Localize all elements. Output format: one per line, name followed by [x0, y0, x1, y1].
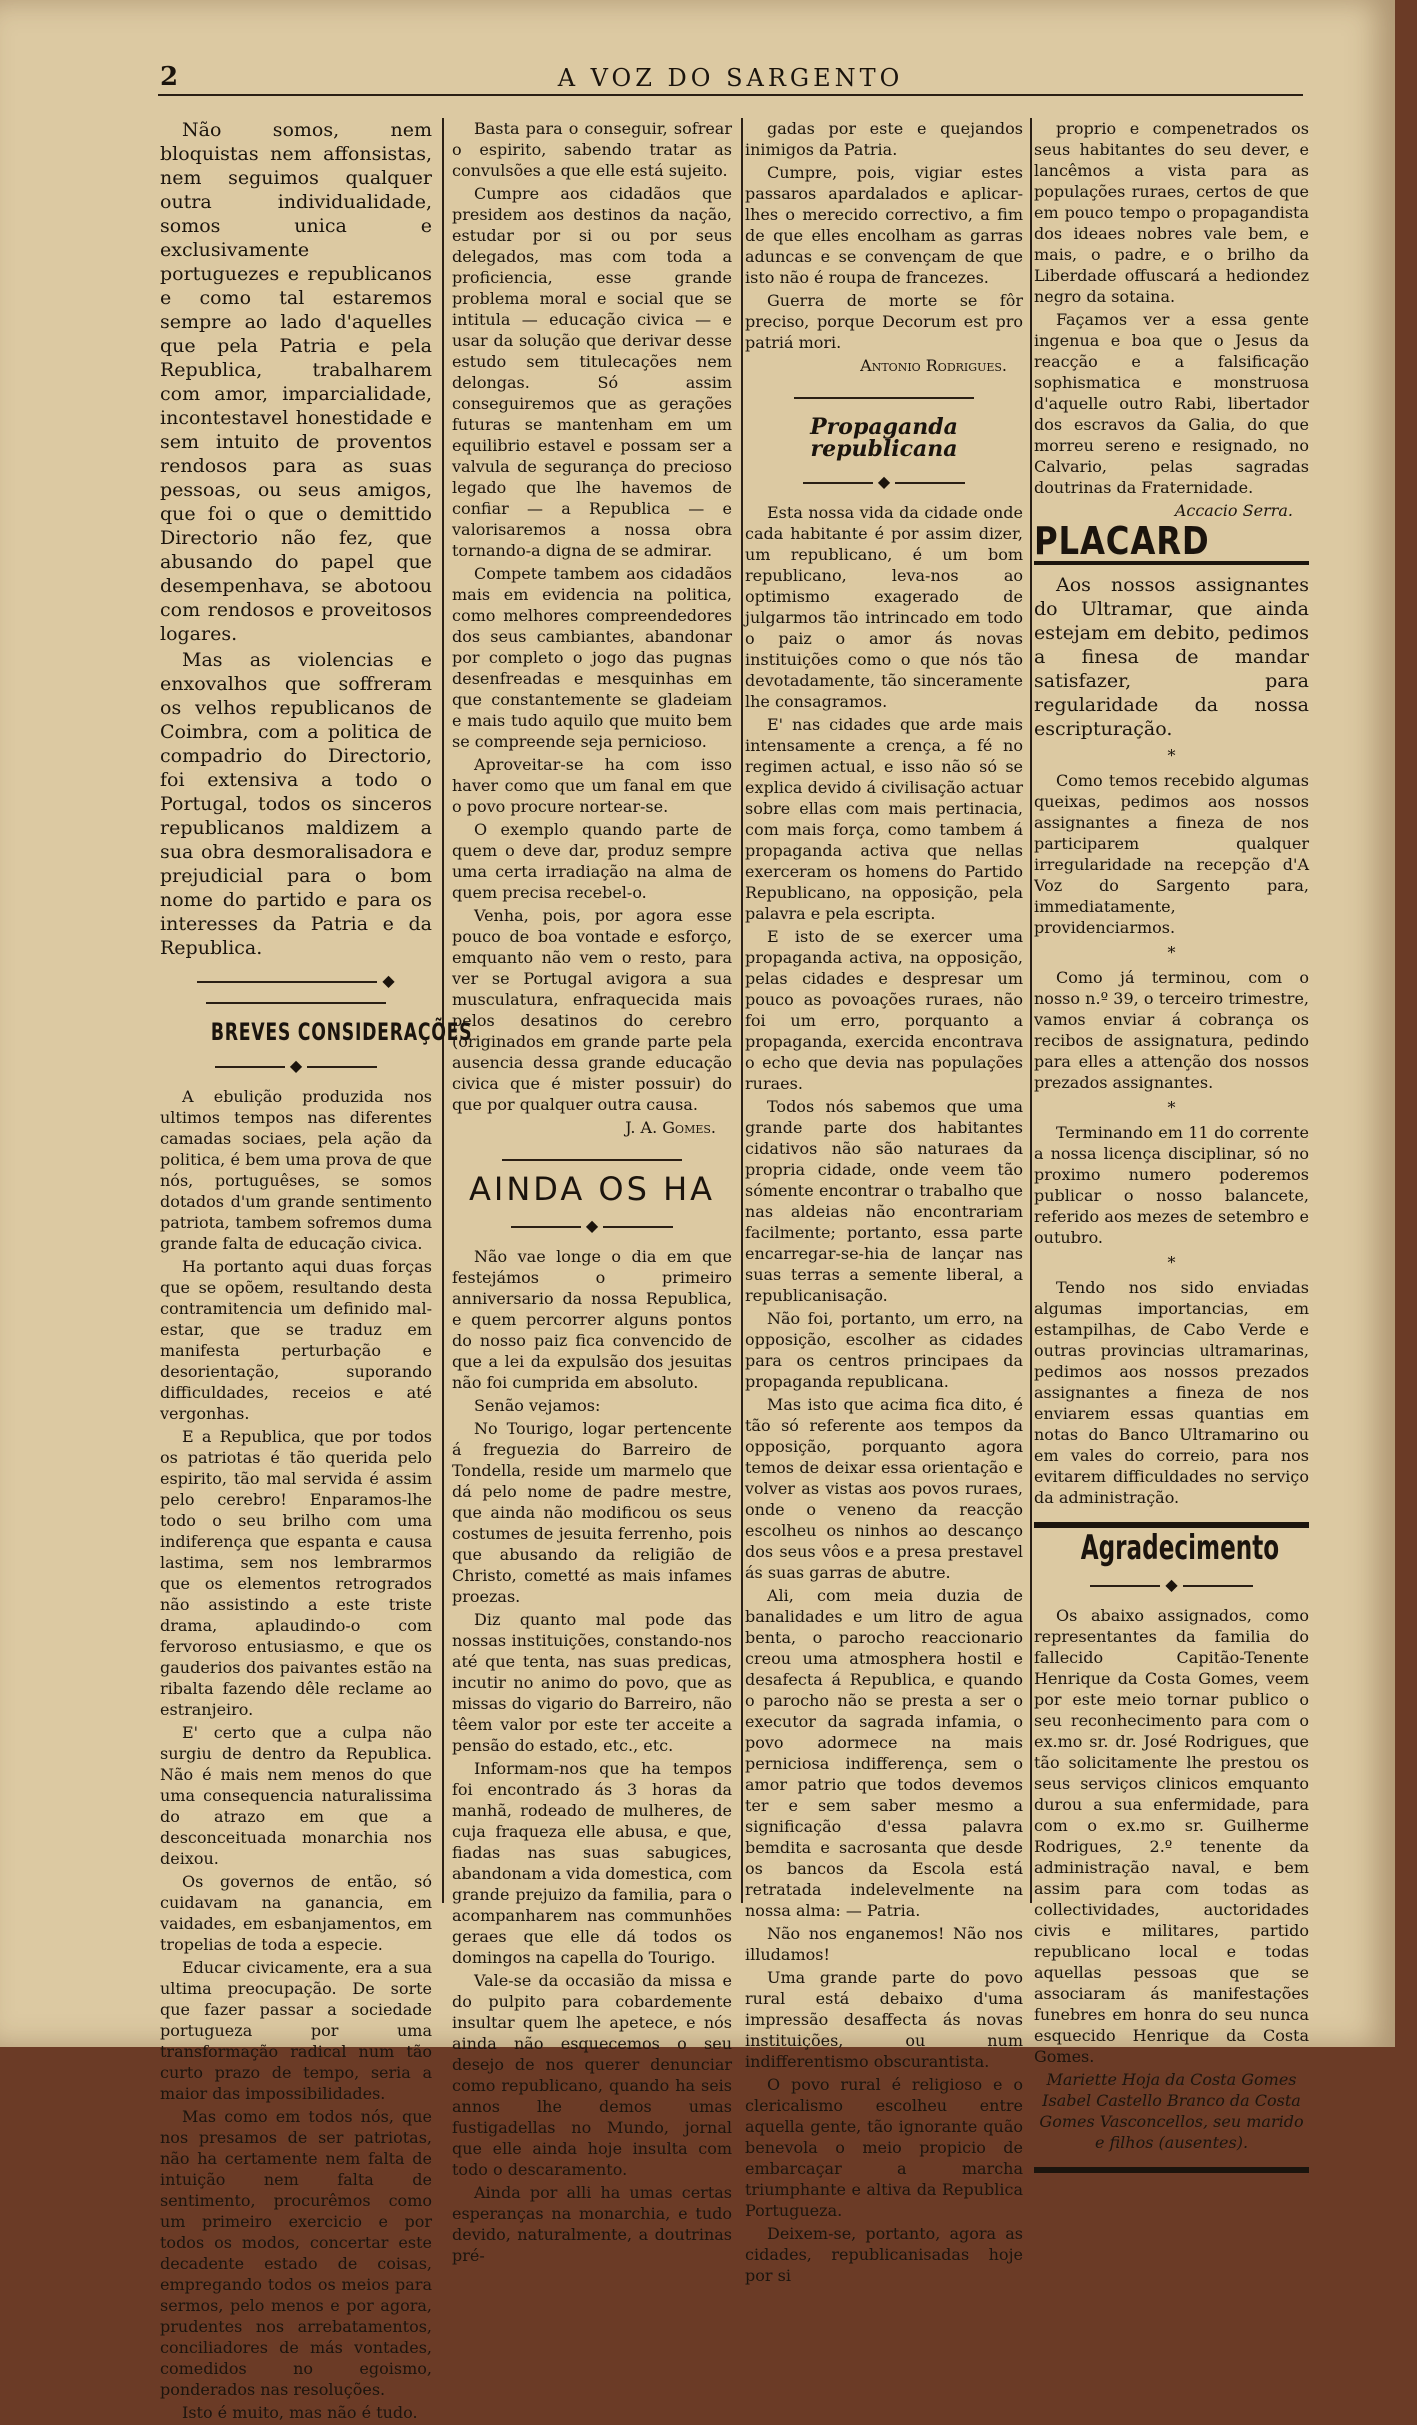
paragraph: Mas isto que acima fica dito, é tão só referente aos tempos da opposição, porquanto agora temos de deixar essa orientação e volver as vistas aos povos ruraes, onde o veneno da reacção escolheu os ninhos ao descanço dos seus vôos e a presa prestavel ás suas garras de abutre.	[745, 1395, 1023, 1582]
article-heading: Agradecimento	[1080, 1528, 1280, 1568]
paragraph: Vale-se da occasião da missa e do pulpito para cobardemente insultar quem lhe apetece, e nós ainda não esquecemos o seu desejo de nos querer denunciar como republicano, quando ha seis annos lhe demos umas fustigadellas no Mundo, jornal que elle ainda hoje insulta com todo o descaramento.	[452, 1971, 732, 2179]
paragraph: Deixem-se, portanto, agora as cidades, republicanisadas hoje por si	[745, 2224, 1023, 2285]
article-heading: BREVES CONSIDERAÇÕES	[210, 1018, 473, 1046]
paragraph: Cumpre aos cidadãos que presidem aos destinos da nação, estudar por si ou por seus delegados, mas com toda a proficiencia, esse grande problema moral e social que se intitula — educação civica — e usar da solução que derivar desse estudo sem titulecações nem delongas. Só assim conseguiremos que as gerações futuras se mantenham em um equilibrio estavel e possam ser a valvula de segurança do precioso legado que lhe havemos de confiar — a Republica — e valorisaremos a nossa obra tornando-a digna de se admirar.	[452, 184, 732, 560]
paragraph: Todos nós sabemos que uma grande parte dos habitantes cidativos não são naturaes da propria cidade, onde veem tão sómente encontrar o trabalho que nas aldeias não encontrariam facilmente; portanto, essa parte encarregar-se-hia de lançar nas suas terras a semente liberal, a republicanisação.	[745, 1097, 1023, 1305]
article-heading: Propaganda republicana	[810, 414, 958, 462]
paragraph: Informam-nos que ha tempos foi encontrado ás 3 horas da manhã, rodeado de mulheres, de cuja fraqueza elle abusa, e que, fiadas nas suas sabugices, abandonam a vida domestica, com grande prejuizo da familia, para o acompanharem nas communhões geraes que elle dá todos os domingos na capella do Tourigo.	[452, 1759, 732, 1967]
ornament-rule	[745, 386, 1023, 407]
paragraph: Mas como em todos nós, que nos presamos de ser patriotas, não ha certamente nem falta de intuição nem falta de sentimento, procurêmos como um primeiro exercicio e por todos os modos, concertar este decadente estado de coisas, empregando todos os meios para sermos, pelo menos e por agora, prudentes nos arrebatamentos, conciliadores de más vontades, comedidos no egoismo, ponderados nas resoluções.	[160, 2107, 432, 2399]
paragraph: E' certo que a culpa não surgiu de dentro da Republica. Não é mais nem menos do que uma consequencia naturalissima do atrazo em que a desconceituada monarchia nos deixou.	[160, 1723, 432, 1868]
paragraph: Mas as violencias e enxovalhos que soffreram os velhos republicanos de Coimbra, com a politica de compadrio do Directorio, foi extensiva a todo o Portugal, todos os sinceros republicanos maldizem a sua obra desmoralisadora e prejudicial para o bom nome do partido e para os interesses da Patria e da Republica.	[160, 649, 432, 959]
paragraph: Ainda por alli ha umas certas esperanças na monarchia, e tudo devido, naturalmente, a doutrinas pré-	[452, 2183, 732, 2265]
paragraph: Façamos ver a essa gente ingenua e boa que o Jesus da reacção e a falsificação sophismatica e monstruosa d'aquelle outro Rabi, libertador dos escravos da Galia, do que morreu sereno e resignado, no Calvario, pelas sagradas doutrinas da Fraternidade.	[1034, 310, 1309, 497]
heavy-rule	[1034, 2167, 1309, 2173]
column-divider	[741, 118, 743, 1903]
paragraph: Aos nossos assignantes do Ultramar, que ainda estejam em debito, pedimos a finesa de mandar satisfazer, para regularidade da nossa escripturação.	[1034, 574, 1309, 740]
ornament-rule: ◆	[1034, 1574, 1309, 1595]
paragraph: Basta para o conseguir, sofrear o espirito, sabendo tratar as convulsões a que elle está sujeito.	[452, 119, 732, 180]
paragraph: Como já terminou, com o nosso n.º 39, o terceiro trimestre, vamos enviar á cobrança os recibos de assignatura, pedindo para elles a attenção dos nossos prezados assignantes.	[1034, 968, 1309, 1092]
paragraph: Tendo nos sido enviadas algumas importancias, em estampilhas, de Cabo Verde e outras provincias ultramarinas, pedimos aos nossos prezados assignantes a fineza de nos enviarem essas quantias em notas do Banco Ultramarino ou em vales do correio, para nos evitarem difficuldades no serviço da administração.	[1034, 1278, 1309, 1507]
paragraph: Os governos de então, só cuidavam na ganancia, em vaidades, em esbanjamentos, em tropelias de toda a especie.	[160, 1872, 432, 1954]
paragraph: gadas por este e quejandos inimigos da Patria.	[745, 119, 1023, 159]
paragraph: No Tourigo, logar pertencente á freguezia do Barreiro de Tondella, reside um marmelo que dá pelo nome de padre mestre, que ainda não modificou os seus costumes de jesuita ferrenho, pois que abusando da religião de Christo, cometté as mais infames proezas.	[452, 1419, 732, 1606]
paragraph: Cumpre, pois, vigiar estes passaros apardalados e aplicar-lhes o merecido correctivo, a fim de que elles encolham as garras aduncas e se convençam de que isto não é roupa de francezes.	[745, 163, 1023, 287]
paragraph: Esta nossa vida da cidade onde cada habitante é por assim dizer, um republicano, é um bom republicano, leva-nos ao optimismo exagerado de julgarmos tão intrincado em todo o paiz o amor ás novas instituições como o que nós tão devotadamente, tão sinceramente lhe consagramos.	[745, 503, 1023, 711]
paragraph: Diz quanto mal pode das nossas instituições, constando-nos até que tenta, nas suas predicas, incutir no animo do povo, que as missas do vigario do Barreiro, não têem valor por este ter acceite a pensão do estado, etc., etc.	[452, 1610, 732, 1755]
paragraph: Isto é muito, mas não é tudo.	[182, 2403, 418, 2422]
paragraph: A ebulição produzida nos ultimos tempos nas diferentes camadas sociaes, pela ação da politica, é bem uma prova de que nós, portuguêses, se somos dotados d'um grande sentimento patriota, tambem sofremos duma grande falta de educação civica.	[160, 1087, 432, 1253]
newspaper-title: A VOZ DO SARGENTO	[557, 64, 904, 92]
author-signature: Accacio Serra.	[1174, 501, 1293, 520]
paragraph: Não vae longe o dia em que festejámos o primeiro anniversario da nossa Republica, e quem percorrer alguns pontos do nosso paiz fica convencido de que a lei da expulsão dos jesuitas não foi cumprida em absoluto.	[452, 1247, 732, 1392]
author-signature: Antonio Rodrigues.	[860, 356, 1007, 375]
separator-star: *	[1167, 1098, 1176, 1117]
page-header	[158, 60, 1303, 96]
paragraph: Terminando em 11 do corrente a nossa licença disciplinar, só no proximo numero poderemos publicar o nosso balancete, referido aos mezes de setembro e outubro.	[1034, 1123, 1309, 1247]
separator-star: *	[1167, 746, 1176, 765]
paragraph: O exemplo quando parte de quem o deve dar, produz sempre uma certa irradiação na alma de quem precisa recebel-o.	[452, 820, 732, 902]
column-1	[160, 118, 473, 2425]
column-2	[452, 118, 732, 2268]
page-number: 2	[160, 62, 179, 92]
column-divider	[1030, 118, 1032, 1903]
ornament-rule: ◆	[160, 1055, 432, 1076]
paragraph: Os abaixo assignados, como representantes da familia do fallecido Capitão-Tenente Henrique da Costa Gomes, veem por este meio tornar publico o seu reconhecimento para com o ex.mo sr. dr. José Rodrigues, que tão solicitamente lhe prestou os seus serviços clinicos emquanto durou a sua enfermidade, para com o ex.mo sr. Guilherme Rodrigues, 2.º tenente da administração naval, e bem assim para com todas as collectividades, auctoridades civis e militares, partido republicano local e todas aquellas pessoas que se associaram ás manifestações funebres em honra do seu nunca esquecido Henrique da Costa Gomes.	[1034, 1606, 1309, 2066]
paragraph: E a Republica, que por todos os patriotas é tão querida pelo espirito, tão mal servida é assim pelo cerebro! Enparamos-lhe todo o seu brilho com uma indiferença que espanta e causa lastima, sem nos lembrarmos que os elementos retrogrados não assistindo a este triste drama, aplaudindo-o com fervoroso entusiasmo, e que os gauderios dos paivantes estão na ribalta fazendo dêle reclame ao estranjeiro.	[160, 1427, 432, 1719]
paragraph: Como temos recebido algumas queixas, pedimos aos nossos assignantes a fineza de nos participarem qualquer irregularidade na recepção d'A Voz do Sargento para, immediatamente, providenciarmos.	[1034, 771, 1309, 937]
paragraph: Uma grande parte do povo rural está debaixo d'uma impressão desaffecta ás novas instituições, ou num indifferentismo obscurantista.	[745, 1968, 1023, 2071]
column-3	[745, 118, 1023, 2288]
paragraph: Senão vejamos:	[474, 1396, 601, 1415]
paragraph: Aproveitar-se ha com isso haver como que um fanal em que o povo procure nortear-se.	[452, 755, 732, 816]
paragraph: Ha portanto aqui duas forças que se opõem, resultando desta contramitencia um definido mal-estar, que se traduz em manifesta perturbação e desorientação, suporando difficuldades, receios e até vergonhas.	[160, 1257, 432, 1423]
column-4	[1034, 118, 1309, 2183]
paragraph: E isto de se exercer uma propaganda activa, na opposição, pelas cidades e despresar um pouco as povoações ruraes, não foi um erro, porquanto a propaganda, exercida encontrava o echo que devia nas populações ruraes.	[745, 927, 1023, 1093]
paragraph: Ali, com meia duzia de banalidades e um litro de agua benta, o parocho reaccionario creou uma atmosphera hostil e desafecta á Republica, e quando o parocho não se presta a ser o executor da sagrada infamia, o povo adormece na mais perniciosa indifferença, sem o amor patrio que todos devemos ter e sem saber mesmo a significação d'essa palavra bemdita e sacrosanta que desde os bancos da Escola está retratada indelevelmente na nossa alma: — Patria.	[745, 1586, 1023, 1920]
paragraph: Não foi, portanto, um erro, na opposição, escolher as cidades para os centros principaes da propaganda republicana.	[745, 1309, 1023, 1391]
ornament-rule: ◆	[452, 1215, 732, 1236]
ornament-rule	[452, 1148, 732, 1169]
paragraph: proprio e compenetrados os seus habitantes do seu dever, e lancêmos a vista para as populações ruraes, certos de que em pouco tempo o propagandista dos ideaes nobres vale bem, e mais, o padre, e o brilho da Liberdade offuscará a hediondez negro da sotaina.	[1034, 119, 1309, 306]
author-signature: J. A. Gomes.	[625, 1118, 716, 1137]
ornament-rule: ◆	[745, 471, 1023, 492]
paragraph: Guerra de morte se fôr preciso, porque Decorum est pro patriá mori.	[745, 291, 1023, 352]
separator-star: *	[1167, 1253, 1176, 1272]
paragraph: Venha, pois, por agora esse pouco de boa vontade e esforço, emquanto não vem o resto, para ver se Portugal avigora a sua musculatura, enfraquecida mais pelos desatinos do cerebro (originados em grande parte pela ausencia dessa grande educação civica que é mister possuir) do que por qualquer outra causa.	[452, 906, 732, 1114]
separator-star: *	[1167, 943, 1176, 962]
paragraph: Compete tambem aos cidadãos mais em evidencia na politica, como melhores compreendedores dos seus cambiantes, abandonar por completo o jogo das pugnas desenfreadas e mesquinhas em que constantemente se gladeiam e mais tudo aquilo que muito bem se compreende seja pernicioso.	[452, 564, 732, 751]
column-divider	[442, 118, 444, 1903]
paragraph: E' nas cidades que arde mais intensamente a crença, a fé no regimen actual, e isso não só se explica devido á civilisação actuar sobre ellas com mais pertinacia, com mais força, como tambem á propaganda activa que nellas exerceram os homens do Partido Republicano, na opposição, pela palavra e pela escripta.	[745, 715, 1023, 923]
paragraph: Não somos, nem bloquistas nem affonsistas, nem seguimos qualquer outra individualidade, somos unica e exclusivamente portuguezes e republicanos e como tal estaremos sempre ao lado d'aquelles que pela Patria e pela Republica, trabalharem com amor, imparcialidade, incontestavel honestidade e sem intuito de proventos rendosos para as suas pessoas, ou seus amigos, que foi o que o demittido Directorio não fez, que abusando do papel que desempenhava, se abotoou com rendosos e proveitosos logares.	[160, 119, 432, 645]
placard-heading: PLACARD	[1034, 531, 1309, 565]
ornament-rule: ◆	[160, 970, 432, 1012]
article-heading: AINDA OS HA	[468, 1170, 716, 1208]
paragraph: Não nos enganemos! Não nos illudamos!	[745, 1924, 1023, 1964]
paragraph: Educar civicamente, era a sua ultima preocupação. De sorte que fazer passar a sociedade portugueza por uma transformação radical num tão curto prazo de tempo, seria a maior das impossibilidades.	[160, 1958, 432, 2103]
signatures: Mariette Hoja da Costa Gomes Isabel Castello Branco da Costa Gomes Vasconcellos, seu marido e filhos (ausentes).	[1039, 2070, 1304, 2152]
paragraph: O povo rural é religioso e o clericalismo escolheu entre aquella gente, tão ignorante quão benevola o meio propicio de embarcaçar a marcha triumphante e altiva da Republica Portugueza.	[745, 2075, 1023, 2220]
